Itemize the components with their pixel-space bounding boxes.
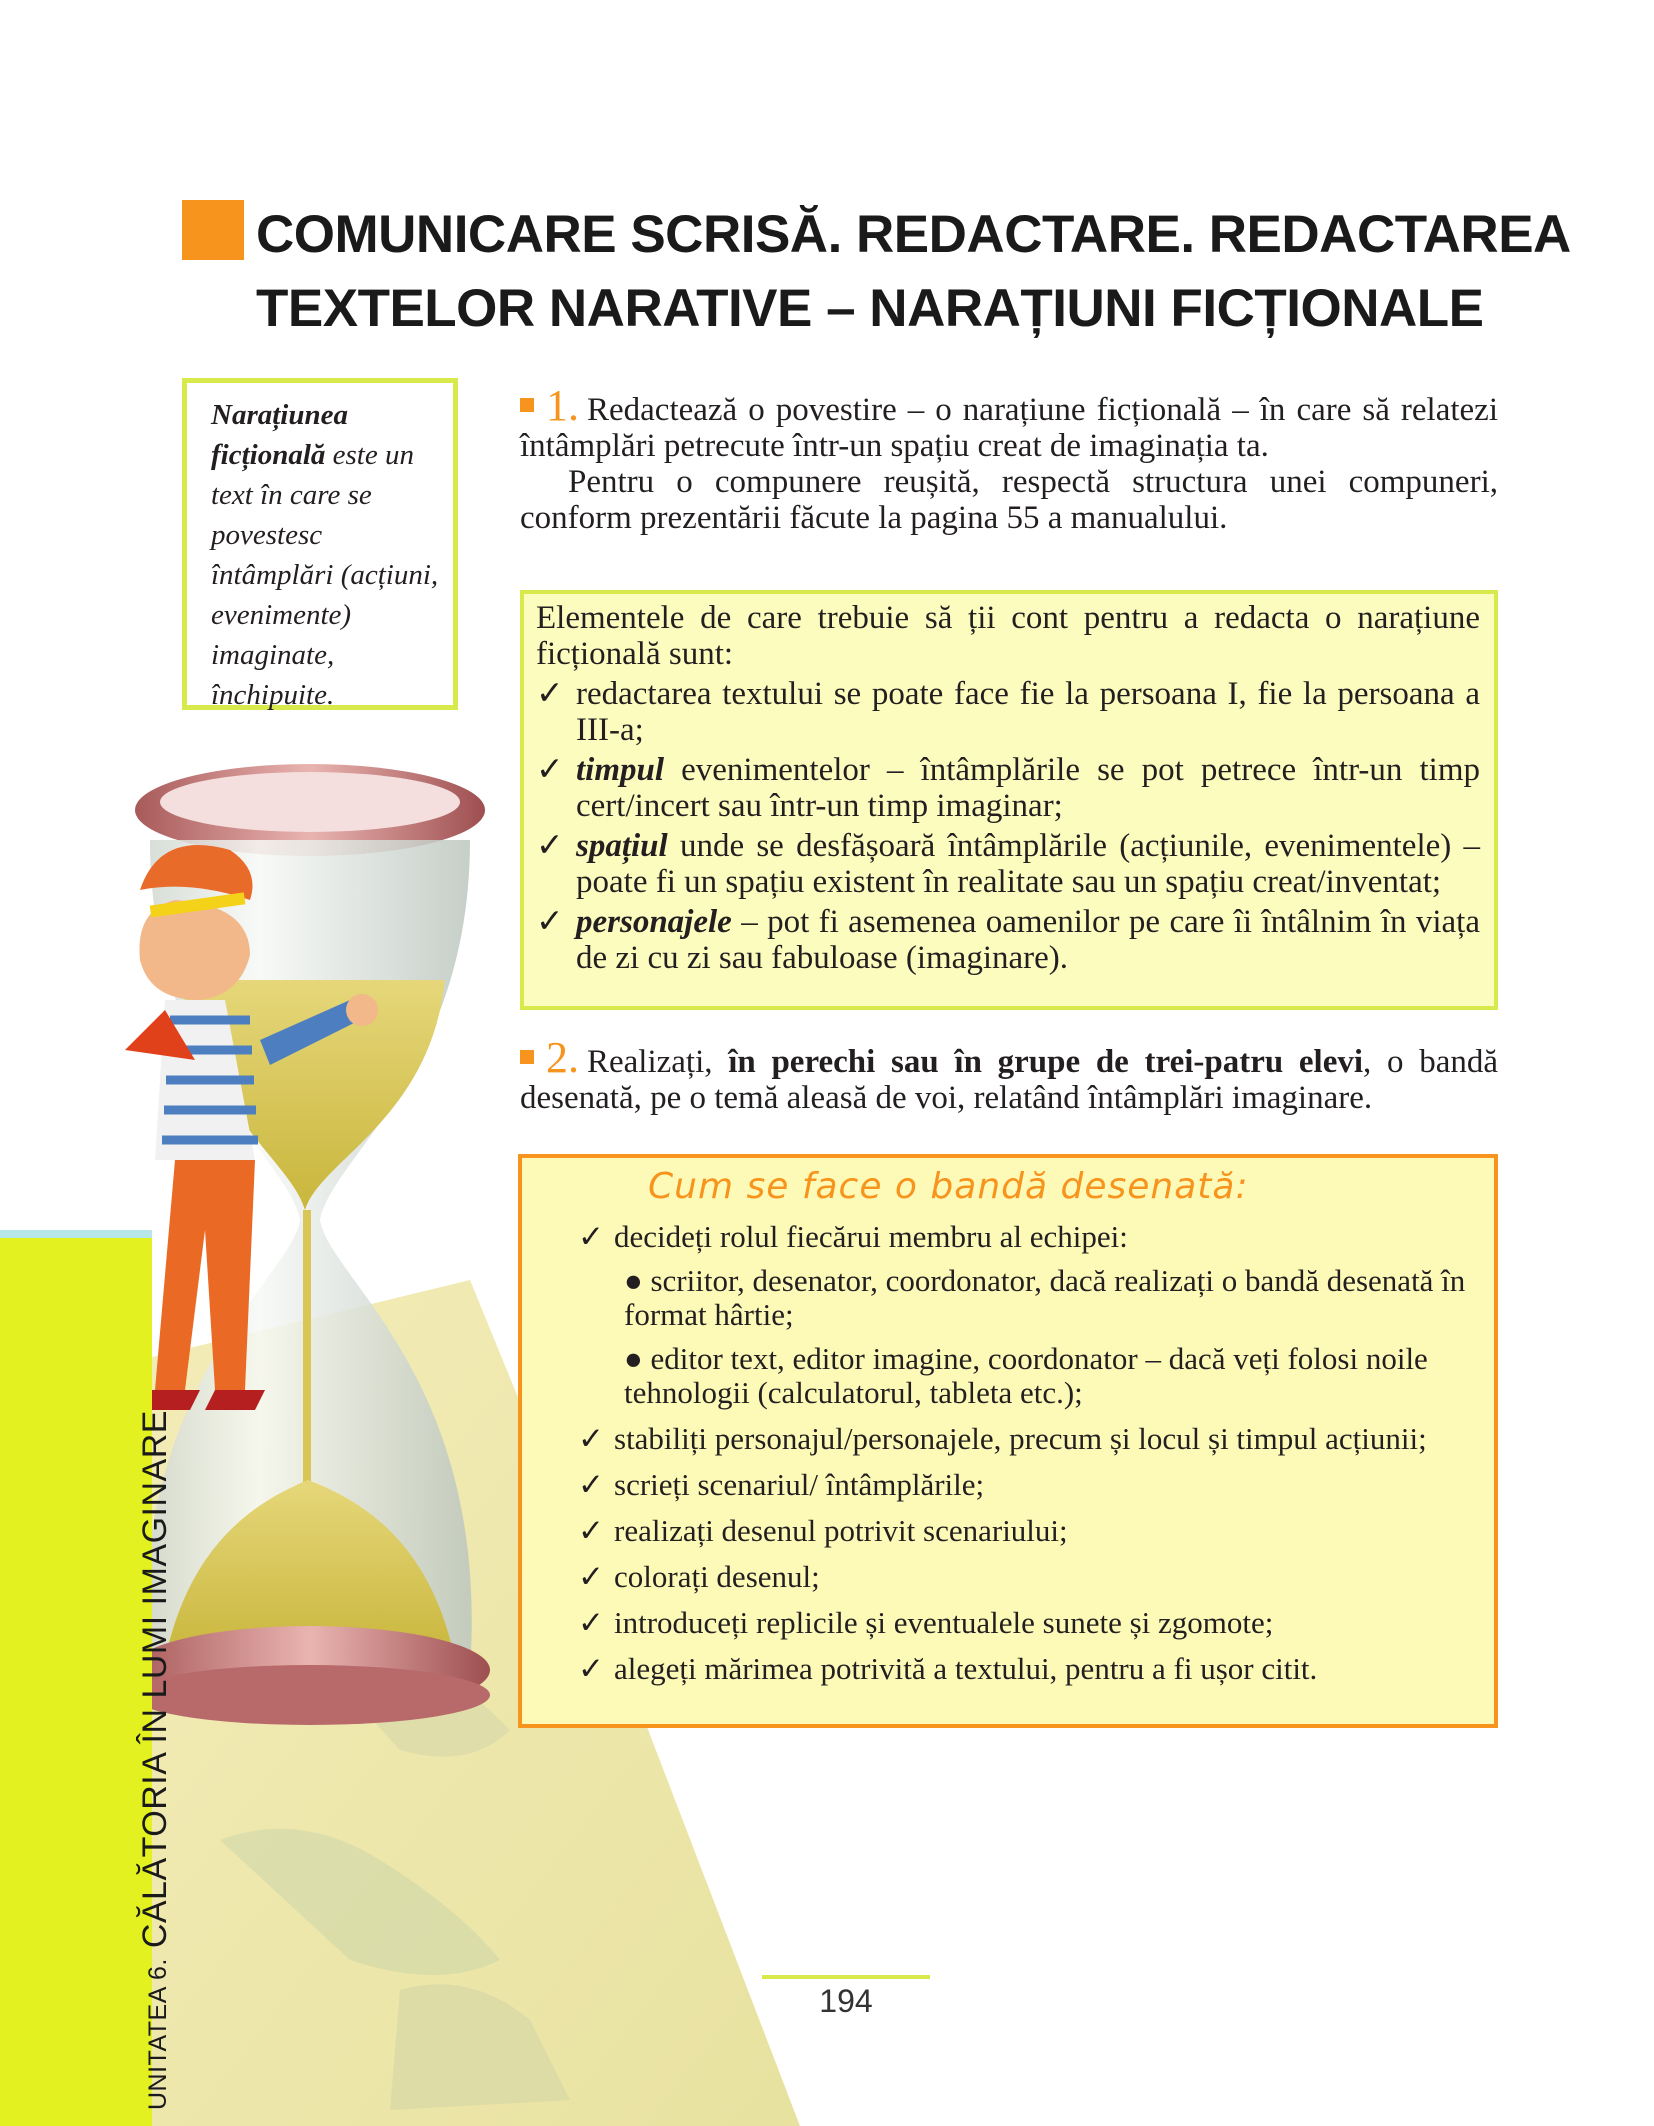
info-item bbox=[536, 904, 1480, 976]
unit-name: CĂLĂTORIA ÎN LUMI IMAGINARE bbox=[136, 1410, 174, 1949]
check-icon: ✓ bbox=[536, 904, 564, 940]
exercise-text-a: Realizați, bbox=[587, 1044, 729, 1080]
how-to-subitem: ● editor text, editor imagine, coordonator – dacă veți folosi noile tehnologii (calculatorul, tableta etc.); bbox=[624, 1341, 1428, 1410]
info-item bbox=[536, 828, 1480, 900]
exercise-text-bold: în perechi sau în grupe de trei-patru elevi bbox=[728, 1044, 1364, 1080]
how-to-item-text: colorați desenul; bbox=[614, 1559, 820, 1594]
title-line-2: TEXTELOR NARATIVE – NARAȚIUNI FICȚIONALE bbox=[256, 279, 1484, 338]
how-to-item-text: scrieți scenariul/ întâmplările; bbox=[614, 1467, 985, 1502]
info-box bbox=[520, 590, 1498, 1010]
definition-text: este un text în care se povestesc întâmplări (acțiuni, evenimente) imaginate, închipuite. bbox=[211, 439, 439, 711]
how-to-title: Cum se face o bandă desenată: bbox=[648, 1166, 1249, 1207]
title-line-1: COMUNICARE SCRISĂ. REDACTARE. REDACTAREA bbox=[256, 205, 1571, 264]
how-to-item-text: introduceți replicile și eventualele sunete și zgomote; bbox=[614, 1605, 1274, 1640]
check-icon: ✓ bbox=[536, 828, 564, 864]
check-icon: ✓ bbox=[578, 1513, 604, 1548]
exercise-bullet bbox=[520, 1050, 534, 1064]
page-number: 194 bbox=[819, 1983, 873, 2019]
unit-label bbox=[136, 1410, 175, 2110]
exercise-text-b: , o bandă desenată, pe o temă aleasă de voi, relatând întâmplări imaginare. bbox=[520, 1044, 1498, 1116]
info-item-keyword: timpul bbox=[576, 752, 665, 788]
info-item-keyword: spațiul bbox=[576, 828, 668, 864]
check-icon: ✓ bbox=[536, 676, 564, 712]
page-number-rule bbox=[762, 1975, 930, 1979]
info-item-text: evenimentelor – întâmplările se pot petrece într-un timp cert/incert sau într-un timp imaginar; bbox=[576, 752, 1480, 824]
info-item bbox=[536, 752, 1480, 824]
how-to-item-text: alegeți mărimea potrivită a textului, pentru a fi ușor citit. bbox=[614, 1651, 1318, 1686]
check-icon: ✓ bbox=[578, 1219, 604, 1254]
check-icon: ✓ bbox=[578, 1559, 604, 1594]
info-intro: Elementele de care trebuie să ții cont pentru a redacta o narațiune ficțională sunt: bbox=[536, 600, 1480, 672]
info-item-text: unde se desfășoară întâmplările (acțiunile, evenimentele) – poate fi un spațiu existent în realitate sau un spațiu creat/inventat; bbox=[576, 828, 1480, 900]
exercise-number: 1. bbox=[546, 381, 579, 430]
how-to-item bbox=[578, 1514, 1478, 1548]
how-to-item bbox=[578, 1422, 1478, 1456]
check-icon: ✓ bbox=[578, 1605, 604, 1640]
exercise-number: 2. bbox=[546, 1033, 579, 1082]
how-to-box bbox=[518, 1154, 1498, 1728]
check-icon: ✓ bbox=[578, 1467, 604, 1502]
page-title bbox=[256, 198, 1586, 346]
how-to-item bbox=[578, 1606, 1478, 1640]
how-to-item bbox=[578, 1220, 1478, 1254]
check-icon: ✓ bbox=[578, 1651, 604, 1686]
title-marker bbox=[182, 200, 244, 260]
info-item bbox=[536, 676, 1480, 748]
how-to-subitem: ● scriitor, desenator, coordonator, dacă realizați o bandă desenată în format hârtie; bbox=[624, 1263, 1466, 1332]
info-item-text: – pot fi asemenea oamenilor pe care îi întâlnim în viața de zi cu zi sau fabuloase (imaginare). bbox=[576, 904, 1480, 976]
how-to-item-text: realizați desenul potrivit scenariului; bbox=[614, 1513, 1068, 1548]
check-icon: ✓ bbox=[536, 752, 564, 788]
how-to-item bbox=[578, 1560, 1478, 1594]
how-to-item bbox=[578, 1468, 1478, 1502]
definition-term: Narațiunea ficțională bbox=[211, 399, 348, 471]
unit-side-band bbox=[0, 1238, 152, 2126]
info-item-text: redactarea textului se poate face fie la persoana I, fie la persoana a III-a; bbox=[576, 676, 1480, 748]
exercise-text-2: Pentru o compunere reușită, respectă structura unei compuneri, conform prezentării făcute la pagina 55 a manualului. bbox=[520, 464, 1498, 536]
exercise-1 bbox=[520, 381, 1498, 536]
exercise-2 bbox=[520, 1033, 1498, 1116]
info-item-keyword: personajele bbox=[576, 904, 732, 940]
how-to-item-text: stabiliți personajul/personajele, precum și locul și timpul acțiunii; bbox=[614, 1421, 1427, 1456]
check-icon: ✓ bbox=[578, 1421, 604, 1456]
exercise-text: Redactează o povestire – o narațiune ficțională – în care să relatezi întâmplări petrecute într-un spațiu creat de imaginația ta. bbox=[520, 392, 1498, 464]
how-to-item-text: decideți rolul fiecărui membru al echipei: bbox=[614, 1219, 1128, 1254]
exercise-bullet bbox=[520, 398, 534, 412]
how-to-item bbox=[578, 1652, 1478, 1686]
definition-box bbox=[182, 378, 458, 710]
unit-prefix: UNITATEA 6. bbox=[144, 1958, 172, 2110]
